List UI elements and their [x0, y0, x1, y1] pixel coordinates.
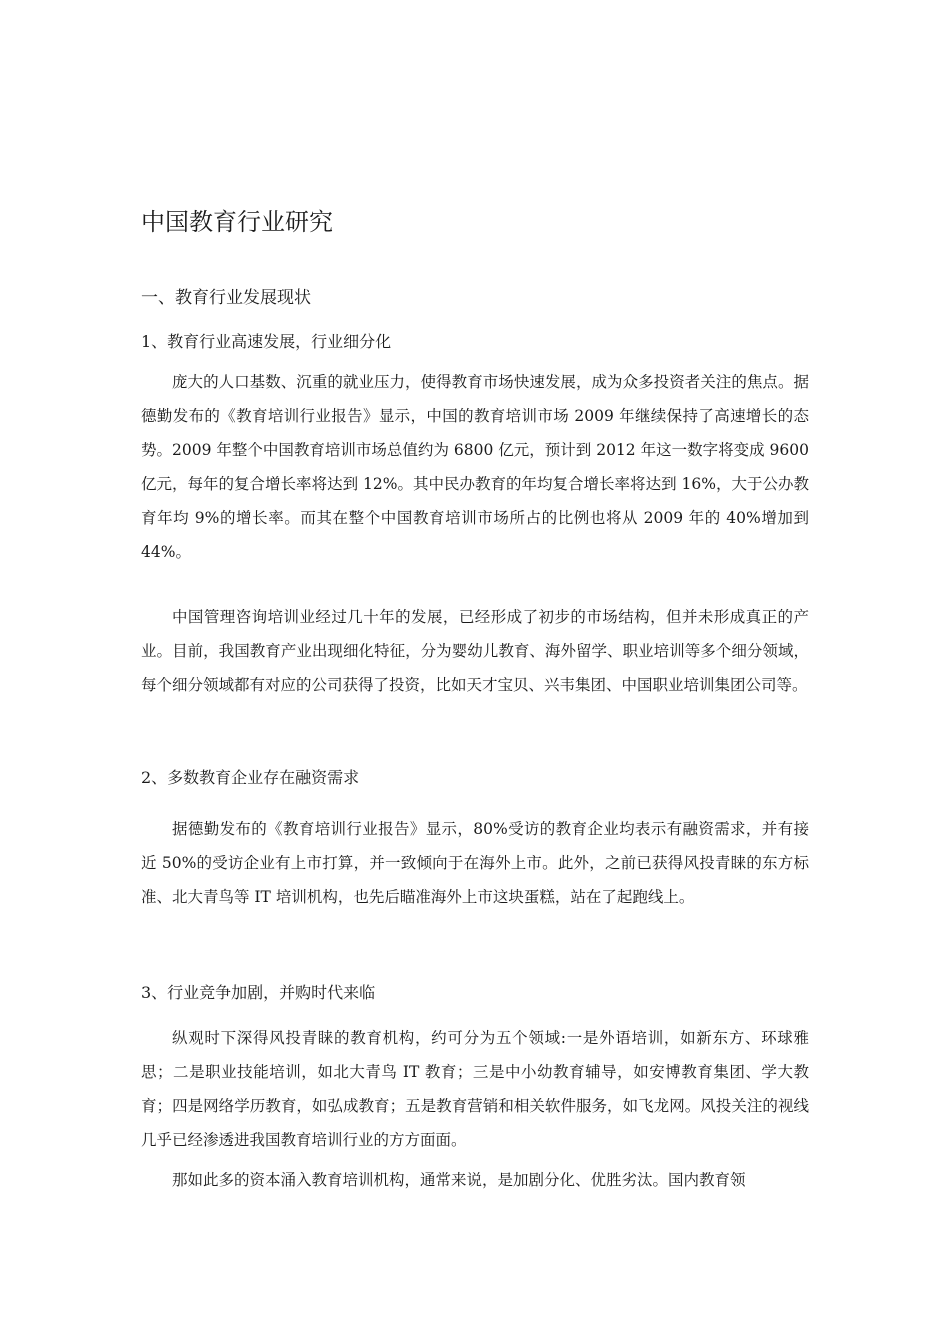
- section-heading: 一、教育行业发展现状: [141, 288, 311, 308]
- paragraph-5: 那如此多的资本涌入教育培训机构，通常来说，是加剧分化、优胜劣汰。国内教育领: [172, 1171, 746, 1189]
- paragraph-4: 纵观时下深得风投青睐的教育机构，约可分为五个领域:一是外语培训，如新东方、环球雅思；二是职业技能培训，如北大青鸟 IT 教育；三是中小幼教育辅导，如安博教育集团、学大教育；四是网络学历教育，如弘成教育；五是教育营销和相关软件服务，如飞龙网。风投关注的视线几乎已经渗透进我国教育培训行业的方方面面。: [141, 1029, 809, 1149]
- paragraph-2: 中国管理咨询培训业经过几十年的发展，已经形成了初步的市场结构，但并未形成真正的产业。目前，我国教育产业出现细化特征，分为婴幼儿教育、海外留学、职业培训等多个细分领域，每个细分领域都有对应的公司获得了投资，比如天才宝贝、兴韦集团、中国职业培训集团公司等。: [141, 608, 809, 694]
- subsection-heading-1: 1、教育行业高速发展，行业细分化: [141, 332, 392, 351]
- paragraph-1: 庞大的人口基数、沉重的就业压力，使得教育市场快速发展，成为众多投资者关注的焦点。据德勤发布的《教育培训行业报告》显示，中国的教育培训市场 2009 年继续保持了高速增长的态势。2009 年整个中国教育培训市场总值约为 6800 亿元，预计到 2012 年这一数字将变成 9600 亿元，每年的复合增长率将达到 12%。其中民办教育的年均复合增长率将达到 16%，大于公办教育年均 9%的增长率。而其在整个中国教育培训市场所占的比例也将从 2009 年的 40%增加到 44%。: [141, 373, 809, 561]
- paragraph-3: 据德勤发布的《教育培训行业报告》显示，80%受访的教育企业均表示有融资需求，并有接近 50%的受访企业有上市打算，并一致倾向于在海外上市。此外，之前已获得风投青睐的东方标准、北大青鸟等 IT 培训机构，也先后瞄准海外上市这块蛋糕，站在了起跑线上。: [141, 820, 809, 906]
- document-title: 中国教育行业研究: [141, 208, 333, 236]
- subsection-heading-2: 2、多数教育企业存在融资需求: [141, 768, 360, 787]
- subsection-heading-3: 3、行业竞争加剧，并购时代来临: [141, 983, 376, 1002]
